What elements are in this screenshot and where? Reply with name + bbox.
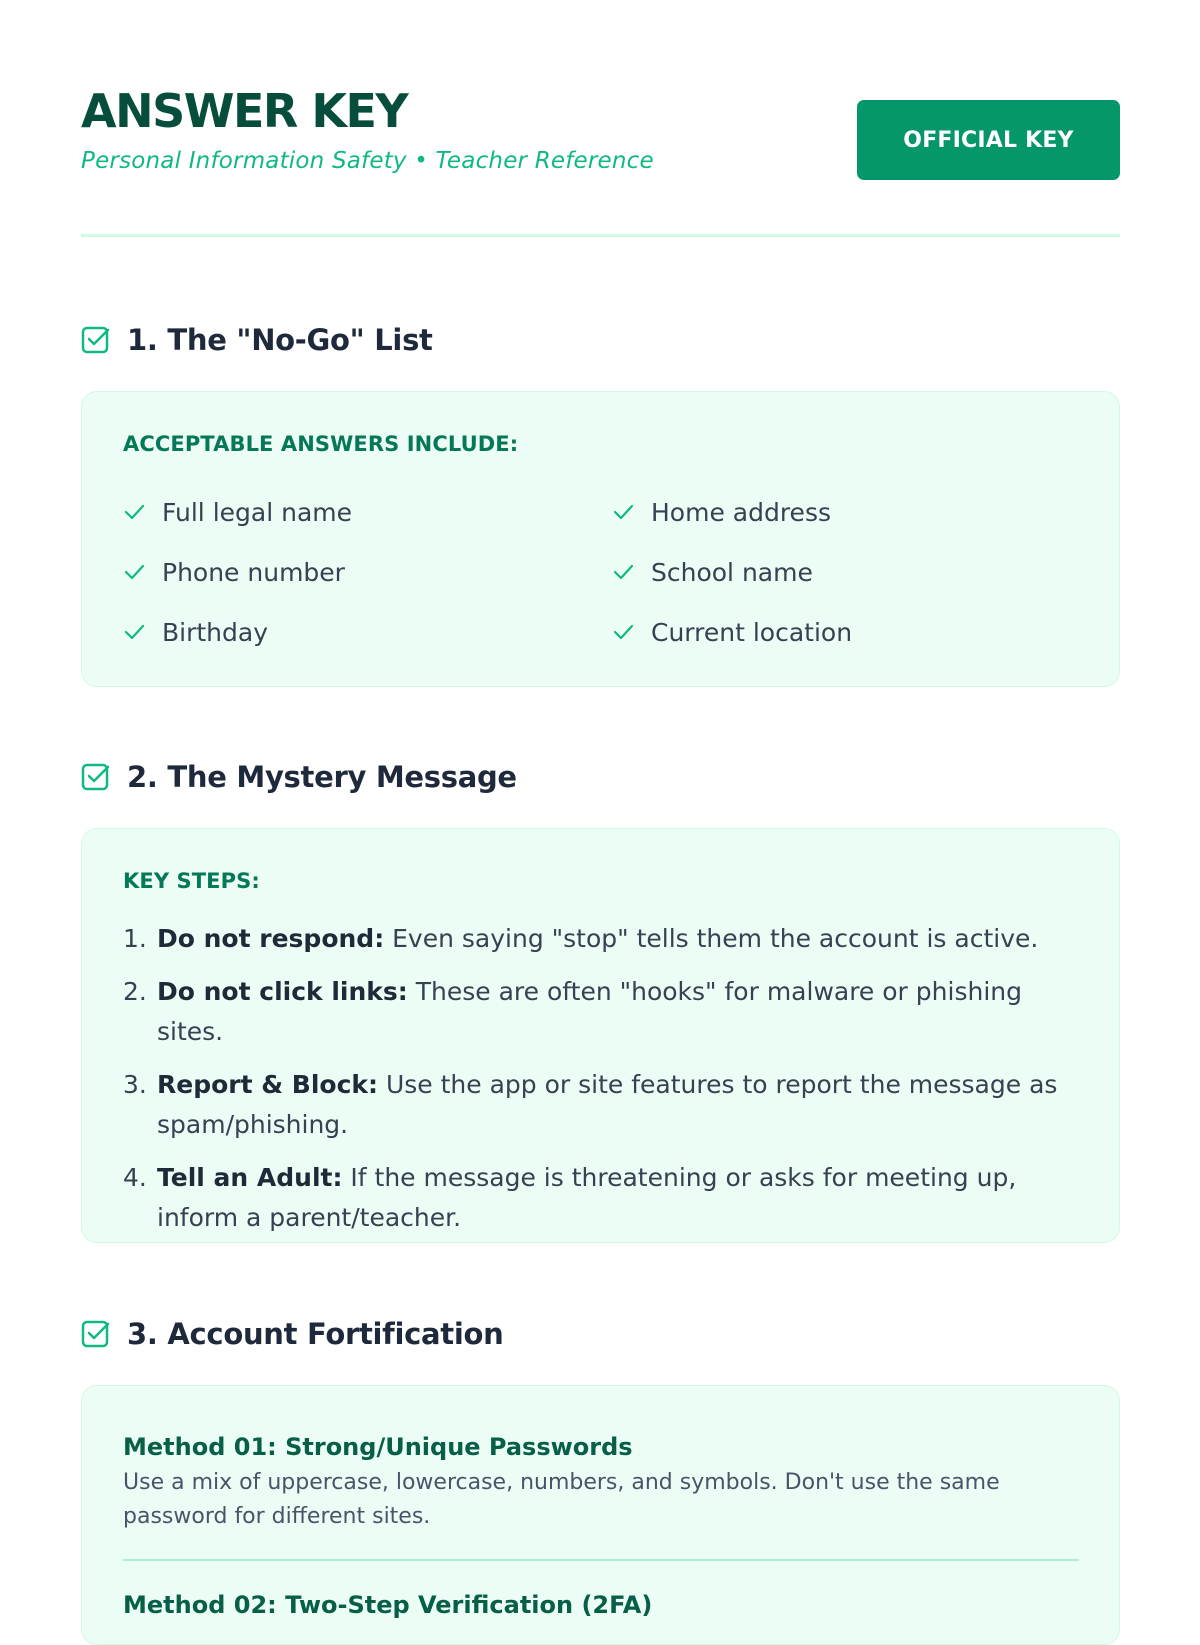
section-2-title: 2. The Mystery Message [127,760,517,794]
list-item [612,602,1083,662]
answer-text: Birthday [162,617,269,647]
answer-text: School name [651,557,813,587]
list-item [123,602,612,662]
answer-text: Full legal name [162,497,353,527]
list-item [612,542,1083,602]
check-icon [612,501,634,523]
checkbox-icon [81,325,111,355]
step-number: 4. [123,1163,147,1192]
check-icon [123,501,145,523]
section-1-title: 1. The "No-Go" List [127,323,433,357]
acceptable-answers-label: ACCEPTABLE ANSWERS INCLUDE: [123,432,519,456]
account-fortification-card [81,1385,1120,1645]
section-1-heading [81,320,433,360]
check-icon [123,621,145,643]
official-key-button[interactable]: OFFICIAL KEY [857,100,1120,180]
checkbox-icon [81,1319,111,1349]
list-item [123,482,612,542]
check-icon [612,561,634,583]
step-text: If the message is threatening or asks for meeting up, inform a parent/teacher. [157,1163,1017,1232]
key-steps-list [123,919,1083,1251]
check-icon [123,561,145,583]
check-icon [612,621,634,643]
step-lead: Tell an Adult: [157,1163,343,1192]
header [81,0,1120,237]
list-item [612,482,1083,542]
key-steps-label: KEY STEPS: [123,869,260,893]
page-title: ANSWER KEY [81,84,408,138]
list-item [123,1065,1083,1145]
answer-text: Home address [651,497,831,527]
step-lead: Do not respond: [157,924,385,953]
step-text: These are often "hooks" for malware or phishing sites. [157,977,1022,1046]
answer-text: Current location [651,617,853,647]
step-text: Use the app or site features to report the message as spam/phishing. [157,1070,1058,1139]
checkbox-icon [81,762,111,792]
method-divider [123,1559,1079,1561]
list-item [123,972,1083,1052]
step-number: 2. [123,977,147,1006]
step-number: 3. [123,1070,147,1099]
method-1-description: Use a mix of uppercase, lowercase, numbers, and symbols. Don't use the same password for different sites. [123,1470,1000,1529]
section-3-title: 3. Account Fortification [127,1317,504,1351]
method-1-title: Method 01: Strong/Unique Passwords [123,1433,633,1461]
list-item [123,919,1083,959]
step-lead: Do not click links: [157,977,408,1006]
method-2-title: Method 02: Two-Step Verification (2FA) [123,1591,653,1619]
answer-list [123,482,1083,662]
step-lead: Report & Block: [157,1070,379,1099]
step-number: 1. [123,924,147,953]
list-item [123,1158,1083,1238]
answer-key-page [81,0,1120,1619]
section-3-heading [81,1314,503,1354]
step-text: Even saying "stop" tells them the account is active. [384,924,1039,953]
page-subtitle: Personal Information Safety • Teacher Reference [81,148,654,174]
no-go-list-card [81,391,1120,687]
mystery-message-card [81,828,1120,1243]
answer-text: Phone number [162,557,345,587]
section-2-heading [81,757,517,797]
list-item [123,542,612,602]
